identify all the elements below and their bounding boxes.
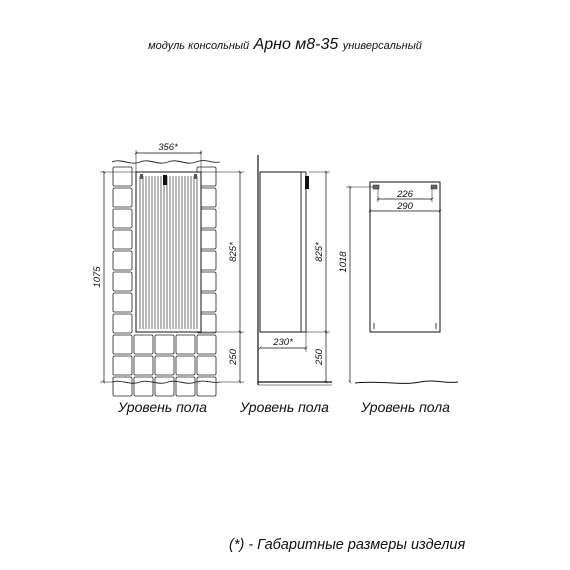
wall-tile: [176, 335, 195, 354]
side-height-dim-label: 825*: [314, 242, 325, 262]
wall-tile: [197, 356, 216, 375]
total-height-dim-label: 1075: [92, 266, 103, 288]
mount-height-dim-label: 1018: [338, 251, 349, 273]
title-suffix: универсальный: [342, 40, 422, 52]
wall-tile: [113, 314, 132, 333]
wall-tile: [113, 230, 132, 249]
back-view: [338, 182, 458, 383]
wall-tile: [197, 335, 216, 354]
side-offset-dim-label: 250: [314, 349, 325, 365]
bracket-left: [373, 185, 379, 189]
wall-tile: [134, 335, 153, 354]
wall-top-edge: [112, 161, 220, 164]
floor-label-front: Уровень пола: [118, 399, 207, 415]
floor-label-back: Уровень пола: [361, 399, 450, 415]
wall-tile: [134, 377, 153, 396]
wall-tile: [113, 167, 132, 186]
top-fitting-left: [140, 174, 143, 179]
wall-tile: [113, 377, 132, 396]
side-view: [258, 155, 332, 385]
wall-tile: [155, 377, 174, 396]
wall-tile: [134, 356, 153, 375]
footnote: (*) - Габаритные размеры изделия: [229, 537, 466, 553]
floor-label-side: Уровень пола: [240, 399, 329, 415]
wall-tile: [155, 335, 174, 354]
bracket-right: [431, 185, 437, 189]
bottom-offset-dim-label: 250: [228, 349, 239, 365]
wall-tile: [113, 293, 132, 312]
wall-tile: [155, 356, 174, 375]
title-model-name: Арно м8-35: [253, 36, 339, 53]
cabinet-height-dim-label: 825*: [228, 242, 239, 262]
wall-tile: [197, 377, 216, 396]
inner-width-dim-label: 226: [397, 189, 413, 200]
cabinet-door-side: [301, 172, 306, 332]
depth-dim-label: 230*: [273, 337, 293, 348]
side-handle: [305, 176, 309, 189]
wall-tile: [113, 272, 132, 291]
wall-tile: [113, 335, 132, 354]
wall-tile: [176, 377, 195, 396]
wall-tile: [113, 188, 132, 207]
back-floor: [355, 381, 458, 383]
outer-width-dim-label: 290: [397, 201, 413, 212]
top-fitting-right: [194, 174, 197, 179]
wall-tile: [176, 356, 195, 375]
title-prefix: модуль консольный: [148, 40, 250, 52]
front-view: [92, 142, 244, 396]
width-dim-label: 356*: [158, 142, 178, 153]
cabinet-handle: [163, 175, 167, 185]
cabinet-side: [260, 172, 303, 332]
wall-tile: [113, 356, 132, 375]
wall-tile: [113, 209, 132, 228]
wall-tile: [113, 251, 132, 270]
